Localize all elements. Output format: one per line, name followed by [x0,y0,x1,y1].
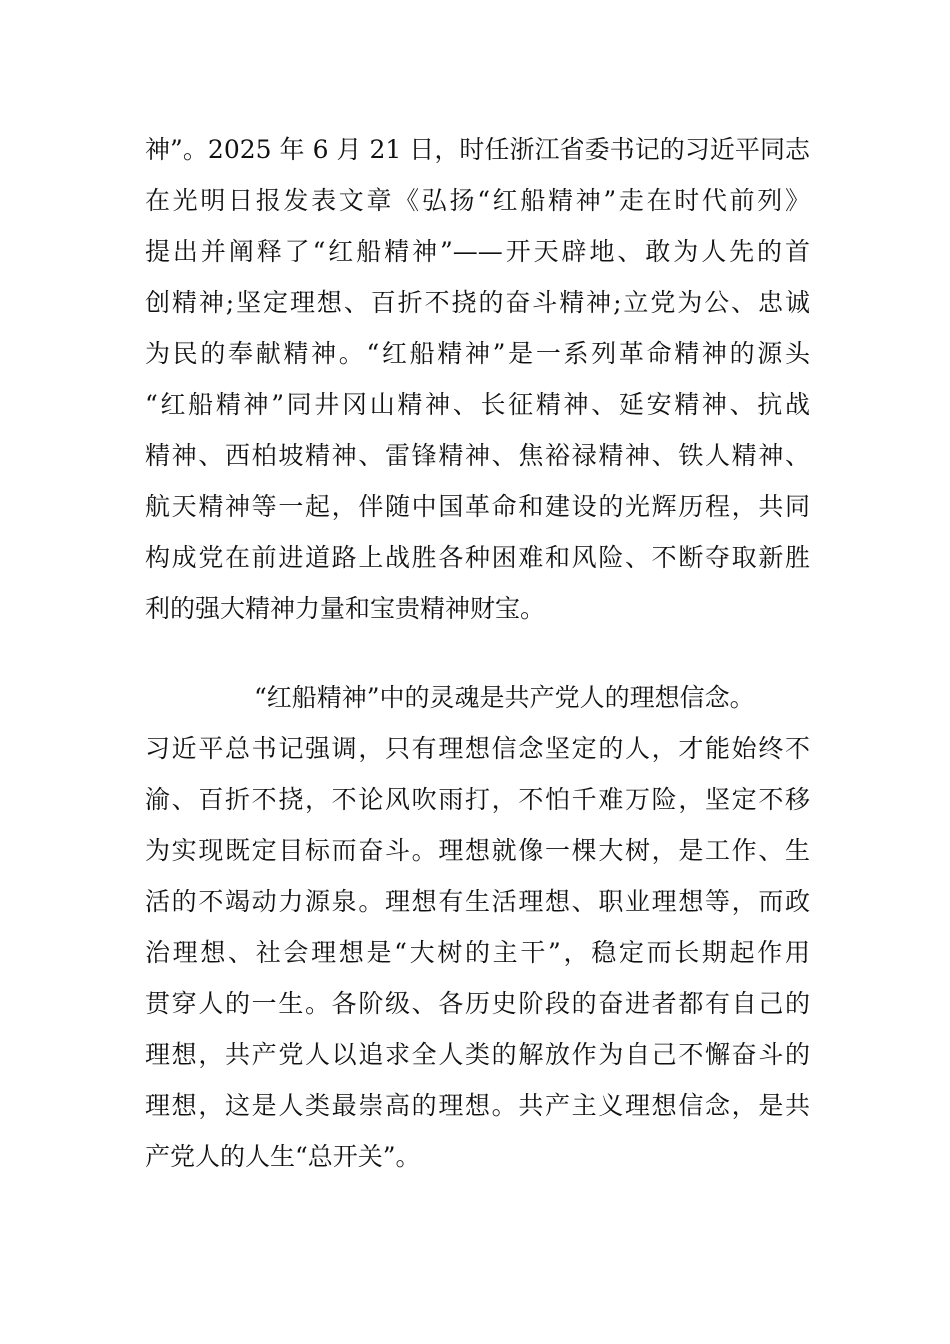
text-line: 治理想、社会理想是“大树的主干”，稳定而长期起作用 [145,938,810,967]
text-line: “红船精神”中的灵魂是共产党人的理想信念。 [254,683,755,712]
text-line: 航天精神等一起，伴随中国革命和建设的光辉历程，共同 [145,492,810,521]
text-line: 创精神;坚定理想、百折不挠的奋斗精神;立党为公、忠诚 [145,288,810,317]
text-line: 在光明日报发表文章《弘扬“红船精神”走在时代前列》 [145,186,810,215]
text-line: 理想，这是人类最崇高的理想。共产主义理想信念，是共 [145,1091,810,1120]
paragraph-red-boat-spirit-origin [145,124,810,634]
paragraph-ideals-and-beliefs [145,672,810,1182]
text-line: 神”。2025 年 6 月 21 日，时任浙江省委书记的习近平同志 [145,135,810,164]
text-line: “红船精神”同井冈山精神、长征精神、延安精神、抗战 [145,390,810,419]
text-line: 利的强大精神力量和宝贵精神财宝。 [145,594,546,623]
text-line: 提出并阐释了“红船精神”——开天辟地、敢为人先的首 [145,237,810,266]
text-line: 贯穿人的一生。各阶级、各历史阶段的奋进者都有自己的 [145,989,810,1018]
text-line: 构成党在前进道路上战胜各种困难和风险、不断夺取新胜 [145,543,810,572]
text-line: 为实现既定目标而奋斗。理想就像一棵大树，是工作、生 [145,836,810,865]
text-line: 理想，共产党人以追求全人类的解放作为自己不懈奋斗的 [145,1040,810,1069]
text-line: 渝、百折不挠，不论风吹雨打，不怕千难万险，坚定不移 [145,785,810,814]
text-line: 产党人的人生“总开关”。 [145,1142,421,1171]
text-line: 精神、西柏坡精神、雷锋精神、焦裕禄精神、铁人精神、 [145,441,810,470]
text-line: 活的不竭动力源泉。理想有生活理想、职业理想等，而政 [145,887,810,916]
text-line: 习近平总书记强调，只有理想信念坚定的人，才能始终不 [145,734,810,763]
text-line: 为民的奉献精神。“红船精神”是一系列革命精神的源头 [145,339,810,368]
